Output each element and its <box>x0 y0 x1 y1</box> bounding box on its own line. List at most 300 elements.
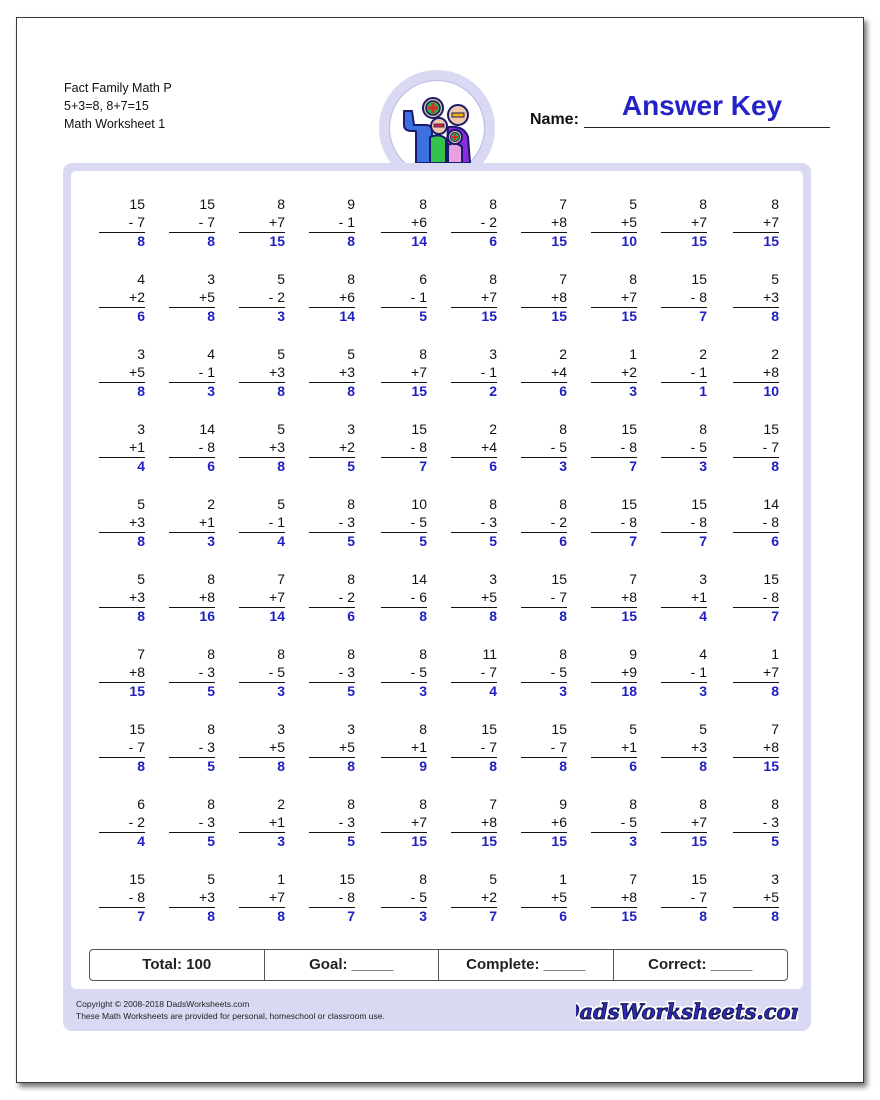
problem-answer: 4 <box>137 458 145 474</box>
problem-operator-number: +7 <box>411 814 427 830</box>
problem-answer: 8 <box>137 758 145 774</box>
complete-cell: Complete: _____ <box>439 950 614 980</box>
problem <box>451 645 497 705</box>
problem-operator-number: - 8 <box>410 439 427 455</box>
problem <box>521 345 567 405</box>
problem-top-number: 1 <box>559 871 567 887</box>
problem-operator-number: +3 <box>269 364 285 380</box>
problem-operator-number: +3 <box>339 364 355 380</box>
problem-top-number: 3 <box>277 721 285 737</box>
problem-top-number: 8 <box>629 796 637 812</box>
problem <box>451 345 497 405</box>
problem <box>309 270 355 330</box>
problem-answer: 7 <box>629 458 637 474</box>
problem-answer: 5 <box>419 308 427 324</box>
problem-answer: 6 <box>347 608 355 624</box>
problem-top-number: 9 <box>347 196 355 212</box>
problem-top-number: 3 <box>347 721 355 737</box>
problem-top-number: 4 <box>699 646 707 662</box>
problem <box>381 420 427 480</box>
problem-answer: 8 <box>137 533 145 549</box>
problem-operator-number: +4 <box>481 439 497 455</box>
problem-operator-number: - 1 <box>268 514 285 530</box>
problem-operator-number: +5 <box>199 289 215 305</box>
problem-answer: 5 <box>489 533 497 549</box>
problem-answer: 14 <box>269 608 285 624</box>
problem-answer: 8 <box>771 308 779 324</box>
problem-operator-number: - 1 <box>198 364 215 380</box>
problem-operator-number: +5 <box>621 214 637 230</box>
problem-top-number: 8 <box>347 571 355 587</box>
problem-operator-number: +6 <box>551 814 567 830</box>
problem-answer: 8 <box>277 383 285 399</box>
problem-operator-number: - 6 <box>410 589 427 605</box>
problem-operator-number: - 3 <box>338 664 355 680</box>
problem-top-number: 8 <box>489 496 497 512</box>
problem-answer: 15 <box>129 683 145 699</box>
problem-top-number: 14 <box>199 421 215 437</box>
problem-top-number: 8 <box>207 571 215 587</box>
problem <box>521 870 567 930</box>
problem-top-number: 4 <box>207 346 215 362</box>
problem-operator-number: - 7 <box>480 664 497 680</box>
problem-operator-number: - 3 <box>198 739 215 755</box>
problem-answer: 15 <box>551 833 567 849</box>
problem <box>521 795 567 855</box>
problem-operator-number: - 7 <box>198 214 215 230</box>
copyright <box>76 998 385 1022</box>
problem <box>733 720 779 780</box>
problem-answer: 6 <box>489 458 497 474</box>
problem-top-number: 11 <box>482 646 497 662</box>
problem-top-number: 15 <box>691 871 707 887</box>
problem <box>521 195 567 255</box>
problem-answer: 8 <box>137 608 145 624</box>
problem-operator-number: - 3 <box>762 814 779 830</box>
problem <box>99 420 145 480</box>
problem <box>309 570 355 630</box>
problem <box>591 795 637 855</box>
problem-top-number: 15 <box>129 196 145 212</box>
problem-top-number: 8 <box>559 646 567 662</box>
problem-top-number: 2 <box>699 346 707 362</box>
problem <box>733 270 779 330</box>
problem <box>99 570 145 630</box>
problem <box>451 720 497 780</box>
problem-operator-number: - 3 <box>198 814 215 830</box>
problem <box>239 795 285 855</box>
problem-answer: 7 <box>489 908 497 924</box>
problem-top-number: 3 <box>771 871 779 887</box>
problem-operator-number: - 3 <box>198 664 215 680</box>
problem-top-number: 2 <box>771 346 779 362</box>
problem-answer: 8 <box>559 608 567 624</box>
problem-answer: 9 <box>419 758 427 774</box>
problem-operator-number: +5 <box>129 364 145 380</box>
problem-top-number: 7 <box>771 721 779 737</box>
problem-top-number: 8 <box>347 271 355 287</box>
problem-operator-number: - 5 <box>620 814 637 830</box>
problem-top-number: 8 <box>699 796 707 812</box>
problem-answer: 3 <box>629 833 637 849</box>
problem-answer: 8 <box>277 758 285 774</box>
problem <box>661 495 707 555</box>
worksheet-title <box>64 79 172 133</box>
problem-top-number: 8 <box>347 496 355 512</box>
problem <box>591 495 637 555</box>
problem-top-number: 8 <box>419 196 427 212</box>
problem-operator-number: - 8 <box>762 514 779 530</box>
problem <box>521 570 567 630</box>
problem <box>381 795 427 855</box>
problem <box>591 570 637 630</box>
problem-top-number: 5 <box>137 496 145 512</box>
problem-operator-number: +1 <box>199 514 215 530</box>
problem-top-number: 1 <box>277 871 285 887</box>
copyright-line-2: These Math Worksheets are provided for personal, homeschool or classroom use. <box>76 1011 385 1021</box>
problem-answer: 8 <box>207 908 215 924</box>
problem-answer: 3 <box>419 908 427 924</box>
problem-answer: 18 <box>621 683 637 699</box>
problem <box>239 195 285 255</box>
problem-answer: 8 <box>277 908 285 924</box>
problem-operator-number: +3 <box>199 889 215 905</box>
total-cell: Total: 100 <box>90 950 265 980</box>
problem-answer: 6 <box>559 908 567 924</box>
problem-operator-number: +5 <box>763 889 779 905</box>
problem-operator-number: - 5 <box>690 439 707 455</box>
problem <box>99 495 145 555</box>
problem-operator-number: - 7 <box>550 589 567 605</box>
problem-top-number: 6 <box>419 271 427 287</box>
problem-top-number: 5 <box>629 196 637 212</box>
problem-top-number: 2 <box>277 796 285 812</box>
title-line-3: Math Worksheet 1 <box>64 117 166 131</box>
fact-family-people-icon <box>389 80 485 176</box>
problem-answer: 8 <box>137 233 145 249</box>
problem-operator-number: +8 <box>129 664 145 680</box>
problem-operator-number: +5 <box>339 739 355 755</box>
problem <box>381 570 427 630</box>
problem-answer: 8 <box>699 758 707 774</box>
problem-answer: 6 <box>137 308 145 324</box>
problem <box>451 195 497 255</box>
problem <box>451 495 497 555</box>
problem-operator-number: +8 <box>763 364 779 380</box>
problem <box>661 345 707 405</box>
problem-operator-number: +7 <box>691 214 707 230</box>
problem <box>239 270 285 330</box>
problem-top-number: 9 <box>629 646 637 662</box>
problem <box>381 720 427 780</box>
problem-answer: 15 <box>691 233 707 249</box>
problem-top-number: 14 <box>763 496 779 512</box>
problem <box>733 570 779 630</box>
problem-operator-number: +7 <box>621 289 637 305</box>
problem-top-number: 15 <box>621 496 637 512</box>
problem-answer: 5 <box>347 533 355 549</box>
problem-answer: 3 <box>699 683 707 699</box>
problem <box>239 420 285 480</box>
problem <box>661 645 707 705</box>
problem-answer: 8 <box>771 458 779 474</box>
problem-answer: 15 <box>481 833 497 849</box>
problem-top-number: 7 <box>559 271 567 287</box>
problem-answer: 15 <box>763 233 779 249</box>
problem <box>169 495 215 555</box>
problem <box>239 870 285 930</box>
problem-answer: 5 <box>347 458 355 474</box>
problem-answer: 5 <box>771 833 779 849</box>
problem <box>451 870 497 930</box>
problem-top-number: 8 <box>771 196 779 212</box>
problem <box>733 645 779 705</box>
problem <box>309 870 355 930</box>
problem-top-number: 5 <box>207 871 215 887</box>
problem-operator-number: +5 <box>481 589 497 605</box>
problem-answer: 15 <box>621 608 637 624</box>
problem-operator-number: - 8 <box>128 889 145 905</box>
problem-top-number: 15 <box>481 721 497 737</box>
problem-operator-number: - 8 <box>620 439 637 455</box>
problem <box>239 495 285 555</box>
problem-operator-number: +7 <box>269 889 285 905</box>
correct-cell: Correct: _____ <box>648 956 753 973</box>
problem <box>661 570 707 630</box>
problem <box>381 195 427 255</box>
problem-operator-number: - 1 <box>410 289 427 305</box>
problem-operator-number: +2 <box>129 289 145 305</box>
problem <box>661 420 707 480</box>
problem <box>733 195 779 255</box>
problem <box>591 720 637 780</box>
problem-top-number: 15 <box>411 421 427 437</box>
problem-top-number: 5 <box>489 871 497 887</box>
problem <box>169 270 215 330</box>
problem-top-number: 3 <box>347 421 355 437</box>
problem-operator-number: +8 <box>621 889 637 905</box>
problem-top-number: 7 <box>137 646 145 662</box>
problem-top-number: 8 <box>419 646 427 662</box>
problem-answer: 6 <box>629 758 637 774</box>
problem <box>169 345 215 405</box>
problem <box>309 495 355 555</box>
problem <box>381 495 427 555</box>
problem <box>169 570 215 630</box>
problem-top-number: 5 <box>277 421 285 437</box>
problem-top-number: 1 <box>629 346 637 362</box>
problem-answer: 3 <box>277 833 285 849</box>
problem-operator-number: +7 <box>481 289 497 305</box>
problem-operator-number: +7 <box>269 214 285 230</box>
problem-operator-number: +7 <box>269 589 285 605</box>
problem <box>309 645 355 705</box>
problem <box>309 195 355 255</box>
problem <box>99 720 145 780</box>
problem-answer: 5 <box>207 833 215 849</box>
problem <box>99 795 145 855</box>
problem-operator-number: - 5 <box>550 664 567 680</box>
problem-top-number: 15 <box>551 721 567 737</box>
problem-operator-number: +1 <box>411 739 427 755</box>
problem <box>733 795 779 855</box>
problem-top-number: 8 <box>277 646 285 662</box>
problem-top-number: 8 <box>207 646 215 662</box>
problem <box>169 195 215 255</box>
problem-answer: 8 <box>347 758 355 774</box>
problem-top-number: 15 <box>551 571 567 587</box>
problem-top-number: 8 <box>629 271 637 287</box>
problem-operator-number: +6 <box>411 214 427 230</box>
problem <box>521 420 567 480</box>
problem <box>99 345 145 405</box>
problem-operator-number: - 7 <box>128 739 145 755</box>
problem-top-number: 7 <box>629 571 637 587</box>
problem-top-number: 15 <box>621 421 637 437</box>
title-line-1: Fact Family Math P <box>64 81 172 95</box>
problem-answer: 7 <box>419 458 427 474</box>
problem-answer: 1 <box>699 383 707 399</box>
problem-answer: 6 <box>207 458 215 474</box>
problem-top-number: 2 <box>207 496 215 512</box>
problem <box>661 270 707 330</box>
problem-answer: 7 <box>347 908 355 924</box>
problem-top-number: 3 <box>489 346 497 362</box>
problem-top-number: 15 <box>691 496 707 512</box>
problem-operator-number: +7 <box>411 364 427 380</box>
brand-logo-text: adsWorksheets.co <box>579 999 791 1024</box>
problem-answer: 8 <box>347 383 355 399</box>
problem-answer: 16 <box>199 608 215 624</box>
problem-top-number: 8 <box>559 496 567 512</box>
problem-operator-number: +3 <box>129 514 145 530</box>
problem-answer: 3 <box>699 458 707 474</box>
problem <box>661 795 707 855</box>
problem-answer: 5 <box>347 833 355 849</box>
problem-operator-number: +5 <box>269 739 285 755</box>
problem-answer: 8 <box>207 308 215 324</box>
problem-operator-number: - 5 <box>410 514 427 530</box>
problem-operator-number: - 7 <box>480 739 497 755</box>
problem-answer: 15 <box>411 383 427 399</box>
problem <box>591 345 637 405</box>
problem-top-number: 8 <box>277 196 285 212</box>
problem-top-number: 8 <box>347 646 355 662</box>
problem-operator-number: - 8 <box>620 514 637 530</box>
problem-operator-number: +7 <box>691 814 707 830</box>
problem-operator-number: - 3 <box>338 514 355 530</box>
problem-answer: 15 <box>269 233 285 249</box>
problem-operator-number: - 7 <box>762 439 779 455</box>
problem-top-number: 2 <box>559 346 567 362</box>
problem-operator-number: - 5 <box>550 439 567 455</box>
problem-operator-number: +2 <box>621 364 637 380</box>
problem <box>99 870 145 930</box>
score-bar <box>89 949 788 981</box>
problem <box>591 870 637 930</box>
problem-top-number: 5 <box>771 271 779 287</box>
problem <box>239 570 285 630</box>
problem-answer: 8 <box>699 908 707 924</box>
problem-answer: 3 <box>629 383 637 399</box>
problem-operator-number: - 8 <box>198 439 215 455</box>
problem-top-number: 15 <box>199 196 215 212</box>
problem-top-number: 8 <box>419 721 427 737</box>
problem-answer: 15 <box>763 758 779 774</box>
problem-operator-number: +7 <box>763 664 779 680</box>
problem-answer: 15 <box>481 308 497 324</box>
problem <box>733 495 779 555</box>
problem <box>451 570 497 630</box>
problem-top-number: 8 <box>699 196 707 212</box>
problem-answer: 14 <box>411 233 427 249</box>
problem-answer: 3 <box>207 383 215 399</box>
problem-top-number: 9 <box>559 796 567 812</box>
problem-top-number: 7 <box>277 571 285 587</box>
problem-answer: 8 <box>559 758 567 774</box>
problem-top-number: 5 <box>277 346 285 362</box>
problem-top-number: 7 <box>559 196 567 212</box>
problem-operator-number: +3 <box>269 439 285 455</box>
problem-operator-number: - 2 <box>480 214 497 230</box>
problem-top-number: 3 <box>207 271 215 287</box>
problem-answer: 7 <box>629 533 637 549</box>
problem-top-number: 8 <box>489 271 497 287</box>
problem-answer: 3 <box>559 683 567 699</box>
problem-operator-number: - 7 <box>690 889 707 905</box>
problem <box>309 720 355 780</box>
problem-top-number: 8 <box>419 796 427 812</box>
problem-answer: 4 <box>137 833 145 849</box>
problem-operator-number: - 2 <box>550 514 567 530</box>
problem-top-number: 15 <box>763 421 779 437</box>
problem-operator-number: - 1 <box>338 214 355 230</box>
problem <box>521 645 567 705</box>
problem-top-number: 8 <box>207 796 215 812</box>
problem-answer: 8 <box>489 758 497 774</box>
problem-top-number: 5 <box>699 721 707 737</box>
problem <box>591 270 637 330</box>
problem <box>521 270 567 330</box>
problem-operator-number: - 8 <box>690 289 707 305</box>
problem-top-number: 7 <box>629 871 637 887</box>
problem-top-number: 8 <box>771 796 779 812</box>
problem <box>169 645 215 705</box>
problem-operator-number: - 2 <box>338 589 355 605</box>
goal-cell: Goal: _____ <box>265 950 440 980</box>
problem <box>239 645 285 705</box>
problem-top-number: 3 <box>699 571 707 587</box>
problem-answer: 4 <box>489 683 497 699</box>
problem-operator-number: - 7 <box>128 214 145 230</box>
problem-top-number: 14 <box>411 571 427 587</box>
problem-operator-number: - 8 <box>690 514 707 530</box>
problem <box>169 720 215 780</box>
problem-top-number: 3 <box>137 421 145 437</box>
problem-grid <box>71 171 803 941</box>
problem-top-number: 3 <box>137 346 145 362</box>
problem-top-number: 15 <box>339 871 355 887</box>
problem <box>521 495 567 555</box>
problem-operator-number: +8 <box>621 589 637 605</box>
problem-operator-number: - 1 <box>480 364 497 380</box>
problem-top-number: 3 <box>489 571 497 587</box>
problem-operator-number: +8 <box>551 214 567 230</box>
problem-answer: 7 <box>771 608 779 624</box>
problem-top-number: 4 <box>137 271 145 287</box>
problem <box>99 195 145 255</box>
problem-top-number: 1 <box>771 646 779 662</box>
